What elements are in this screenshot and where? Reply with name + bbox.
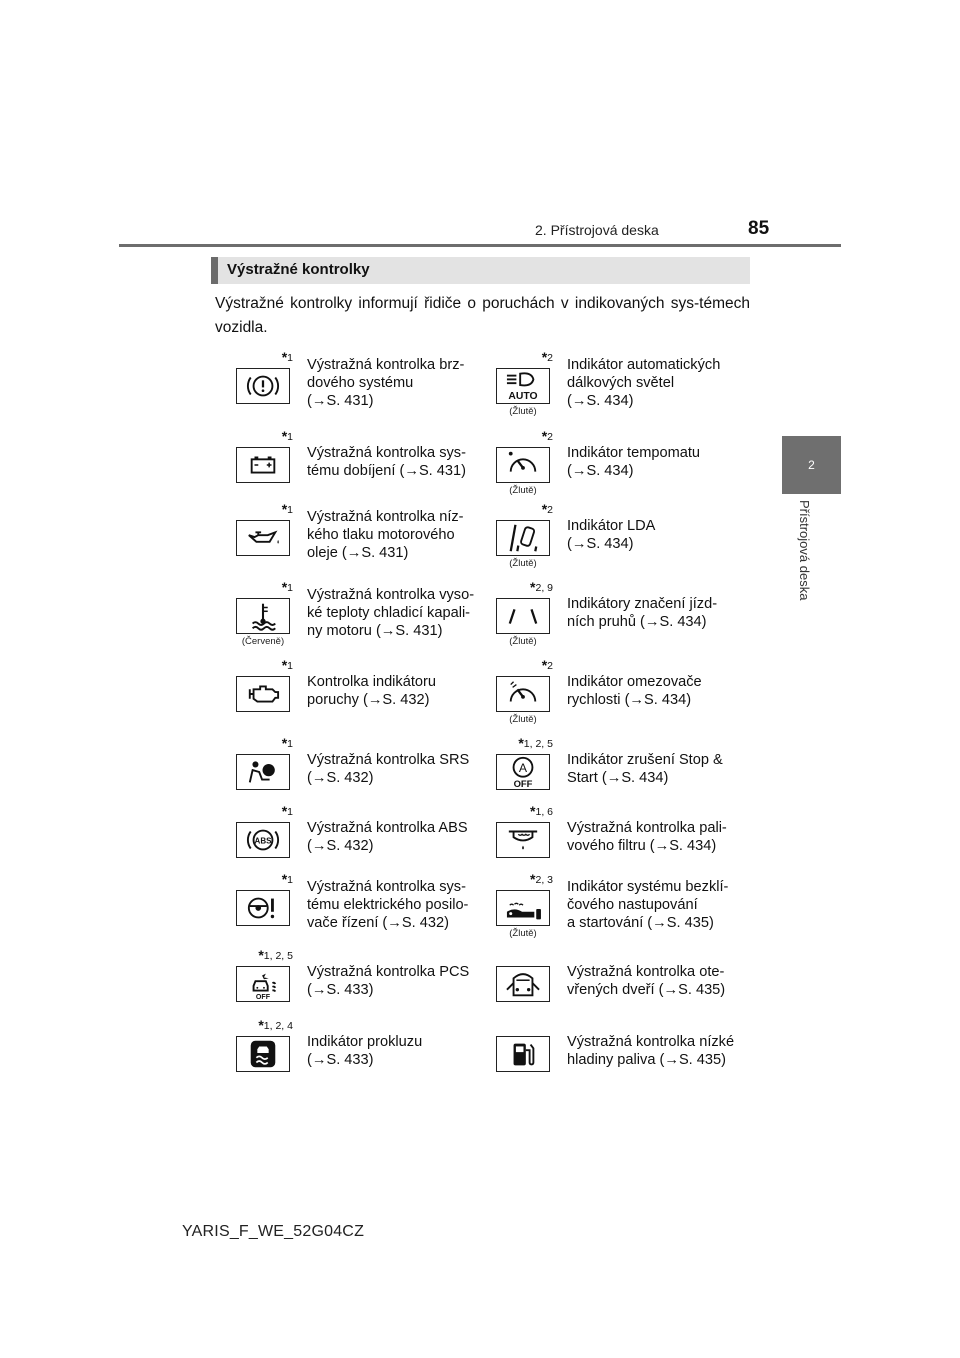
description-line: Výstražná kontrolka SRS: [307, 752, 470, 768]
indicator-description: [567, 751, 747, 787]
auto-high-beam-icon: [496, 368, 550, 404]
description-line: Výstražná kontrolka sys-: [307, 879, 466, 895]
description-line: Výstražná kontrolka ote-: [567, 964, 725, 980]
running-header-section: 2. Přístrojová deska: [535, 222, 659, 238]
description-line: vřených dveří (→S. 435): [567, 982, 726, 998]
speed-limiter-icon: [496, 676, 550, 712]
footnote-star: *: [258, 947, 264, 963]
footnote-star: *: [541, 501, 548, 517]
footnote-numbers: 2, 3: [535, 874, 553, 886]
indicator-color-label: (Žlutě): [509, 485, 537, 496]
footnote-numbers: 2: [547, 504, 553, 516]
footnote-marker: [282, 803, 293, 819]
coolant-temperature-icon: [236, 598, 290, 634]
description-line: Indikátor zrušení Stop &: [567, 752, 723, 768]
airbag-icon-graphic: [237, 755, 289, 789]
svg-text:A: A: [518, 761, 528, 775]
description-line: (→S. 431): [307, 393, 374, 409]
footnote-star: *: [530, 579, 536, 595]
footnote-star: *: [281, 579, 288, 595]
footnote-numbers: 1: [287, 582, 293, 594]
smart-key-icon-graphic: [497, 891, 549, 925]
description-line: oleje (→S. 431): [307, 545, 409, 561]
description-line: Výstražná kontrolka sys-: [307, 445, 466, 461]
indicator-description: [567, 878, 747, 932]
abs-icon: [236, 822, 290, 858]
fuel-filter-icon-graphic: [497, 823, 549, 857]
description-line: Výstražná kontrolka PCS: [307, 964, 470, 980]
footnote-marker: [542, 428, 553, 444]
description-line: Výstražná kontrolka pali-: [567, 820, 727, 836]
indicator-description: [307, 963, 487, 999]
footnote-numbers: 1: [287, 504, 293, 516]
lane-lines-icon: [496, 598, 550, 634]
footnote-marker: [530, 579, 553, 595]
chapter-side-label: Přístrojová deska: [797, 500, 812, 601]
auto-high-beam-icon-graphic: [497, 369, 549, 403]
description-line: (→S. 432): [307, 770, 374, 786]
footnote-star: *: [541, 657, 548, 673]
footnote-numbers: 1: [287, 352, 293, 364]
indicator-color-label: (Žlutě): [509, 714, 537, 725]
description-line: ních pruhů (→S. 434): [567, 614, 707, 630]
description-line: (→S. 434): [567, 536, 634, 552]
description-line: Výstražná kontrolka brz-: [307, 357, 465, 373]
power-steering-icon: [236, 890, 290, 926]
svg-text:ABS: ABS: [254, 836, 272, 846]
low-fuel-icon: [496, 1036, 550, 1072]
footnote-star: *: [258, 1017, 264, 1033]
description-line: Indikátor automatických: [567, 357, 721, 373]
footnote-star: *: [281, 735, 288, 751]
cruise-control-icon: [496, 447, 550, 483]
description-line: vového filtru (→S. 434): [567, 838, 717, 854]
footnote-marker: [282, 871, 293, 887]
description-line: (→S. 434): [567, 463, 634, 479]
description-line: vače řízení (→S. 432): [307, 915, 449, 931]
indicator-description: [567, 1033, 747, 1069]
footnote-numbers: 1: [287, 431, 293, 443]
indicator-description: [567, 444, 747, 480]
footnote-numbers: 1: [287, 874, 293, 886]
indicator-description: [307, 878, 487, 932]
section-heading-bar: [211, 257, 750, 284]
footnote-star: *: [281, 501, 288, 517]
footnote-marker: [282, 735, 293, 751]
lda-icon-graphic: [497, 521, 549, 555]
open-door-icon: [496, 966, 550, 1002]
page-number: 85: [748, 218, 770, 239]
indicator-description: [307, 819, 487, 855]
indicator-description: [307, 356, 487, 410]
pcs-off-icon: [236, 966, 290, 1002]
coolant-temperature-icon-graphic: [237, 599, 289, 633]
svg-text:AUTO: AUTO: [508, 391, 538, 403]
footnote-star: *: [541, 349, 548, 365]
indicator-description: [307, 1033, 487, 1069]
footnote-numbers: 2: [547, 660, 553, 672]
header-divider: [119, 244, 841, 247]
footnote-star: *: [530, 871, 536, 887]
indicator-description: [567, 595, 747, 631]
indicator-description: [567, 963, 747, 999]
pcs-off-icon-graphic: [237, 967, 289, 1001]
chapter-tab: 2: [782, 436, 841, 494]
description-line: Výstražná kontrolka nízké: [567, 1034, 735, 1050]
fuel-filter-icon: [496, 822, 550, 858]
description-line: Indikátor LDA: [567, 518, 656, 534]
indicator-description: [307, 586, 487, 640]
description-line: Výstražná kontrolka níz-: [307, 509, 464, 525]
description-line: dového systému: [307, 375, 414, 391]
lda-icon: [496, 520, 550, 556]
footnote-marker: [258, 947, 293, 963]
smart-key-icon: [496, 890, 550, 926]
footnote-star: *: [281, 803, 288, 819]
brake-warning-icon: [236, 368, 290, 404]
footnote-numbers: 2: [547, 352, 553, 364]
footnote-star: *: [541, 428, 548, 444]
footnote-marker: [282, 349, 293, 365]
document-code: YARIS_F_WE_52G04CZ: [182, 1223, 365, 1240]
description-line: (→S. 434): [567, 393, 634, 409]
brake-warning-icon-graphic: [237, 369, 289, 403]
footnote-marker: [282, 501, 293, 517]
indicator-color-label: (Červeně): [241, 636, 285, 647]
description-line: (→S. 433): [307, 1052, 374, 1068]
indicator-description: [307, 673, 487, 709]
footnote-marker: [282, 657, 293, 673]
indicator-description: [567, 673, 747, 709]
cruise-control-icon-graphic: [497, 448, 549, 482]
svg-text:OFF: OFF: [513, 779, 533, 789]
check-engine-icon: [236, 676, 290, 712]
description-line: poruchy (→S. 432): [307, 692, 430, 708]
footnote-numbers: 2, 9: [535, 582, 553, 594]
description-line: (→S. 432): [307, 838, 374, 854]
chapter-side-label-wrap: [797, 500, 824, 620]
description-line: Výstražná kontrolka vyso-: [307, 587, 475, 603]
footnote-marker: [542, 349, 553, 365]
description-line: dálkových světel: [567, 375, 675, 391]
description-line: Kontrolka indikátoru: [307, 674, 436, 690]
check-engine-icon-graphic: [237, 677, 289, 711]
footnote-marker: [542, 657, 553, 673]
indicator-description: [567, 517, 747, 553]
footnote-star: *: [530, 803, 536, 819]
indicator-description: [567, 819, 747, 855]
description-line: tému elektrického posilo-: [307, 897, 469, 913]
indicator-color-label: (Žlutě): [509, 406, 537, 417]
oil-can-icon: [236, 520, 290, 556]
abs-icon-graphic: [237, 823, 289, 857]
section-title: Výstražné kontrolky: [227, 261, 370, 278]
footnote-numbers: 1: [287, 806, 293, 818]
lane-lines-icon-graphic: [497, 599, 549, 633]
slip-indicator-icon-graphic: [237, 1037, 289, 1071]
description-line: Výstražná kontrolka ABS: [307, 820, 468, 836]
indicator-color-label: (Žlutě): [509, 558, 537, 569]
open-door-icon-graphic: [497, 967, 549, 1001]
description-line: Indikátor prokluzu: [307, 1034, 423, 1050]
footnote-star: *: [281, 428, 288, 444]
indicator-description: [567, 356, 747, 410]
indicator-color-label: (Žlutě): [509, 636, 537, 647]
footnote-marker: [518, 735, 553, 751]
description-line: Indikátor systému bezklí-: [567, 879, 729, 895]
description-line: čového nastupování: [567, 897, 698, 913]
power-steering-icon-graphic: [237, 891, 289, 925]
oil-can-icon-graphic: [237, 521, 289, 555]
footnote-numbers: 1, 2, 4: [263, 1020, 293, 1032]
description-line: Indikátor tempomatu: [567, 445, 701, 461]
low-fuel-icon-graphic: [497, 1037, 549, 1071]
indicator-description: [307, 444, 487, 480]
footnote-numbers: 1, 6: [535, 806, 553, 818]
footnote-star: *: [518, 735, 524, 751]
stop-start-off-icon-graphic: [497, 755, 549, 789]
footnote-numbers: 2: [547, 431, 553, 443]
footnote-star: *: [281, 349, 288, 365]
footnote-numbers: 1: [287, 738, 293, 750]
description-line: Indikátor omezovače: [567, 674, 702, 690]
footnote-marker: [282, 428, 293, 444]
stop-start-off-icon: [496, 754, 550, 790]
description-line: a startování (→S. 435): [567, 915, 714, 931]
description-line: Start (→S. 434): [567, 770, 669, 786]
indicator-description: [307, 751, 487, 787]
footnote-numbers: 1, 2, 5: [523, 738, 553, 750]
footnote-marker: [282, 579, 293, 595]
footnote-marker: [542, 501, 553, 517]
footnote-marker: [530, 803, 553, 819]
battery-icon-graphic: [237, 448, 289, 482]
description-line: ké teploty chladicí kapali-: [307, 605, 471, 621]
description-line: ny motoru (→S. 431): [307, 623, 443, 639]
slip-indicator-icon: [236, 1036, 290, 1072]
airbag-icon: [236, 754, 290, 790]
footnote-star: *: [281, 657, 288, 673]
indicator-color-label: (Žlutě): [509, 928, 537, 939]
footnote-numbers: 1: [287, 660, 293, 672]
indicator-description: [307, 508, 487, 562]
description-line: (→S. 433): [307, 982, 374, 998]
battery-icon: [236, 447, 290, 483]
footnote-marker: [258, 1017, 293, 1033]
description-line: tému dobíjení (→S. 431): [307, 463, 466, 479]
description-line: hladiny paliva (→S. 435): [567, 1052, 726, 1068]
footnote-marker: [530, 871, 553, 887]
description-line: rychlosti (→S. 434): [567, 692, 692, 708]
footnote-star: *: [281, 871, 288, 887]
intro-paragraph: Výstražné kontrolky informují řidiče o poruchách v indikovaných sys-témech vozidla.: [215, 295, 750, 336]
footnote-numbers: 1, 2, 5: [263, 950, 293, 962]
speed-limiter-icon-graphic: [497, 677, 549, 711]
svg-text:OFF: OFF: [255, 993, 271, 1001]
description-line: Indikátory značení jízd-: [567, 596, 718, 612]
description-line: kého tlaku motorového: [307, 527, 455, 543]
